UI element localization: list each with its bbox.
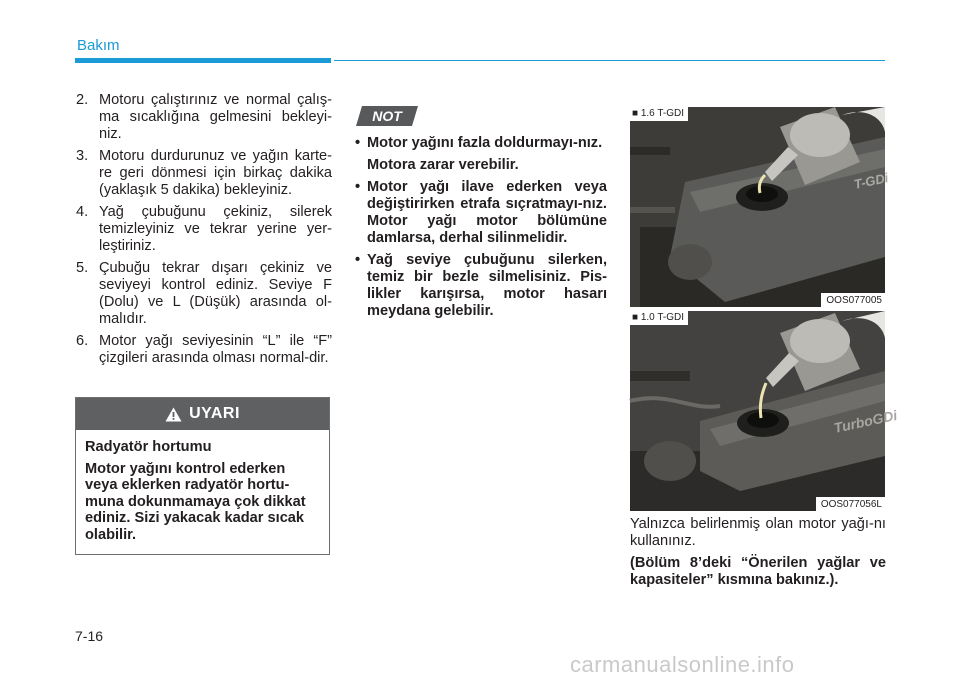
oil-spec-text: Yalnızca belirlenmiş olan motor yağı-nı kullanınız.: [630, 516, 886, 549]
engine-logo-text: T-GDi: [852, 170, 890, 192]
step-text: Motoru durdurunuz ve yağın karte-re geri dönmesi için birkaç dakika (yaklaşık 5 dakika) bekleyiniz.: [99, 148, 332, 198]
note-subtext: Motora zarar verebilir.: [367, 157, 519, 173]
warning-header: [76, 398, 329, 430]
warning-label: UYARI: [189, 405, 240, 422]
figure-tag: ■ 1.0 T-GDI: [630, 311, 688, 325]
step-item: [76, 204, 332, 255]
step-number: 2.: [76, 92, 89, 108]
engine-oil-fill-illustration: [630, 107, 890, 307]
engine-photo-1-0: [630, 311, 899, 511]
header-rule-thin: [334, 60, 885, 61]
note-bullet: • Motor yağı ilave ederken veya değiştirirken etrafa sıçratmayı-nız. Motor yağı motor bölümüne damlarsa, derhal silinmelidir.: [355, 179, 607, 246]
note-text: Yağ seviye çubuğunu silerken, temiz bir bezle silmelisiniz. Pis-likler karışırsa, motor hasarı meydana gelebilir.: [367, 252, 607, 319]
watermark: carmanualsonline.info: [570, 652, 795, 677]
step-item: [76, 333, 332, 367]
step-number: 3.: [76, 148, 89, 164]
engine-photo-1-6: [630, 107, 890, 307]
note-list: [355, 135, 607, 325]
procedure-steps: [76, 92, 332, 372]
note-tag: [356, 106, 418, 126]
page-number: 7-16: [75, 628, 104, 644]
warning-triangle-icon: [165, 407, 182, 422]
warning-text: Motor yağını kontrol ederken veya eklerken radyatör hortu-muna dokunmamaya çok dikkat ediniz. Sizi yakacak kadar sıcak olabilir.: [85, 460, 306, 543]
header-rule-thick: [75, 58, 331, 63]
oil-spec-note: [630, 516, 886, 594]
note-text: Motor yağı ilave ederken veya değiştirirken etrafa sıçratmayı-nız. Motor yağı motor bölümüne damlarsa, derhal silinmelidir.: [367, 179, 607, 246]
figure-code: OOS077005: [821, 293, 885, 307]
step-text: Çubuğu tekrar dışarı çekiniz ve seviyeyi kontrol ediniz. Seviye F (Dolu) ve L (Düşük) arasında ol-malıdır.: [99, 260, 332, 327]
note-label: NOT: [372, 108, 402, 124]
step-item: [76, 92, 332, 143]
step-text: Yağ çubuğunu çekiniz, silerek temizleyiniz ve tekrar yerine yer-leştiriniz.: [99, 204, 332, 254]
note-bullet: • Yağ seviye çubuğunu silerken, temiz bir bezle silmelisiniz. Pis-likler karışırsa, motor hasarı meydana gelebilir.: [355, 252, 607, 319]
warning-title: Radyatör hortumu: [85, 439, 212, 455]
step-number: 5.: [76, 260, 89, 276]
step-item: [76, 260, 332, 328]
note-text: Motor yağını fazla doldurmayı-nız.: [367, 135, 603, 151]
oil-spec-reference: (Bölüm 8’deki “Önerilen yağlar ve kapasiteler” kısmına bakınız.).: [630, 555, 886, 588]
step-text: Motor yağı seviyesinin “L” ile “F” çizgileri arasında olması normal-dir.: [99, 333, 332, 366]
note-bullet: • Motor yağını fazla doldurmayı-nız.: [355, 135, 607, 152]
engine-oil-fill-illustration: [630, 311, 899, 511]
engine-logo-text: TurboGDi: [832, 406, 899, 436]
step-item: [76, 148, 332, 199]
figure-code: OOS077056L: [816, 497, 885, 511]
figure-tag: ■ 1.6 T-GDI: [630, 107, 688, 121]
step-number: 6.: [76, 333, 89, 349]
warning-box: [75, 397, 330, 555]
step-number: 4.: [76, 204, 89, 220]
warning-body: [76, 430, 329, 543]
section-title: Bakım: [77, 37, 120, 54]
step-text: Motoru çalıştırınız ve normal çalış-ma sıcaklığına gelmesini bekleyi-niz.: [99, 92, 332, 142]
